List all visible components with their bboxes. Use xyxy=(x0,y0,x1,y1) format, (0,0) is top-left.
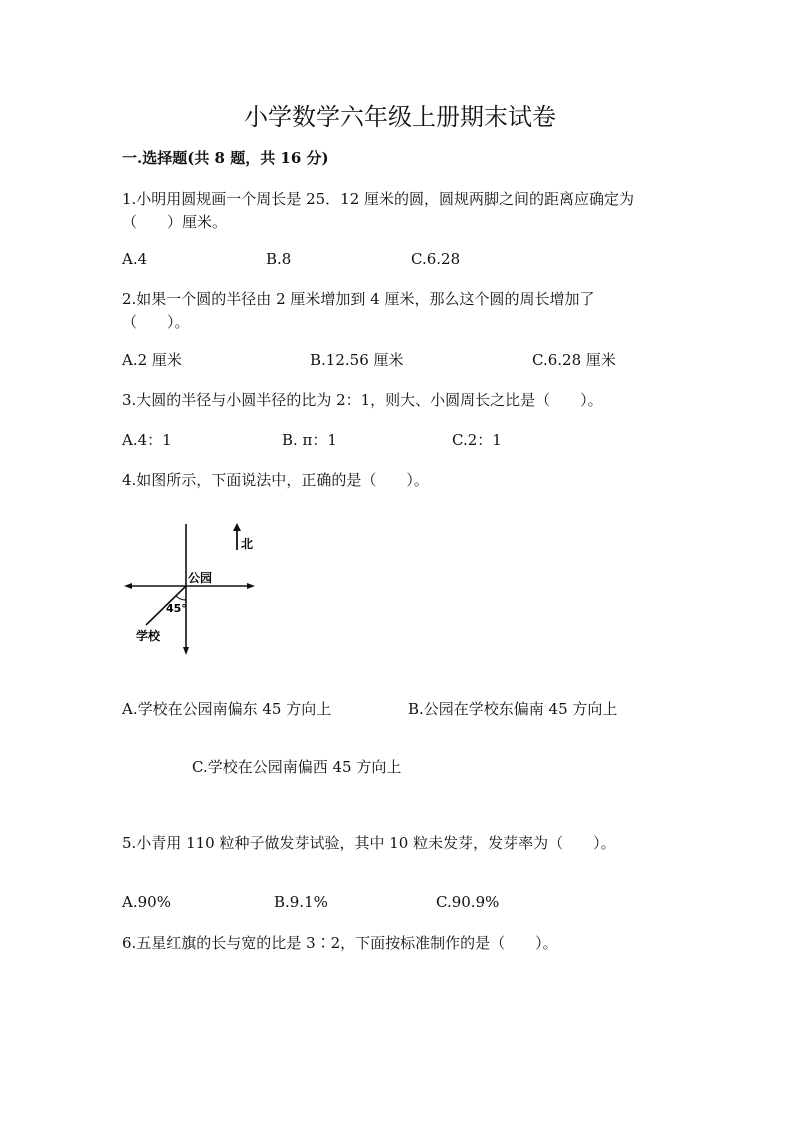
school-label: 学校 xyxy=(136,629,161,643)
page-title: 小学数学六年级上册期末试卷 xyxy=(244,103,556,131)
park-label: 公园 xyxy=(188,571,213,585)
question-3-option-b: B. π：1 xyxy=(282,431,337,449)
west-arrowhead xyxy=(124,583,132,589)
north-arrowhead xyxy=(233,523,241,531)
direction-diagram xyxy=(122,522,257,657)
question-2-line-1: 2.如果一个圆的半径由 2 厘米增加到 4 厘米，那么这个圆的周长增加了 xyxy=(122,290,595,308)
east-arrowhead xyxy=(247,583,255,589)
question-3-line-1: 3.大圆的半径与小圆半径的比为 2：1，则大、小圆周长之比是（ ）。 xyxy=(122,391,603,409)
question-4-line-1: 4.如图所示，下面说法中，正确的是（ ）。 xyxy=(122,471,429,489)
question-2-option-c: C.6.28 厘米 xyxy=(532,351,616,369)
angle-label: 45° xyxy=(166,602,187,615)
question-1-option-c: C.6.28 xyxy=(411,250,461,268)
question-5-option-c: C.90.9% xyxy=(436,893,500,911)
direction-figure xyxy=(122,522,257,657)
question-2-option-a: A.2 厘米 xyxy=(122,351,182,369)
question-4-option-a: A.学校在公园南偏东 45 方向上 xyxy=(122,700,332,718)
question-1-option-a: A.4 xyxy=(122,250,148,268)
question-2-option-b: B.12.56 厘米 xyxy=(310,351,404,369)
question-5-option-a: A.90% xyxy=(122,893,171,911)
north-label: 北 xyxy=(241,537,254,551)
question-3-option-a: A.4：1 xyxy=(122,431,172,449)
question-4-option-b: B.公园在学校东偏南 45 方向上 xyxy=(408,700,618,718)
angle-arc xyxy=(176,596,186,600)
question-1-option-b: B.8 xyxy=(266,250,292,268)
question-2-line-2: （ ）。 xyxy=(122,313,190,331)
question-5-option-b: B.9.1% xyxy=(274,893,328,911)
section-heading: 一.选择题(共 8 题，共 16 分) xyxy=(122,149,329,167)
south-arrowhead xyxy=(183,647,189,655)
question-6-line-1: 6.五星红旗的长与宽的比是 3∶2，下面按标准制作的是（ ）。 xyxy=(122,934,558,952)
question-1-line-1: 1.小明用圆规画一个周长是 25．12 厘米的圆，圆规两脚之间的距离应确定为 xyxy=(122,190,635,208)
question-3-option-c: C.2：1 xyxy=(452,431,502,449)
question-4-option-c: C.学校在公园南偏西 45 方向上 xyxy=(192,758,402,776)
question-1-line-2: （ ）厘米。 xyxy=(122,213,228,231)
question-5-line-1: 5.小青用 110 粒种子做发芽试验，其中 10 粒未发芽，发芽率为（ ）。 xyxy=(122,834,616,852)
